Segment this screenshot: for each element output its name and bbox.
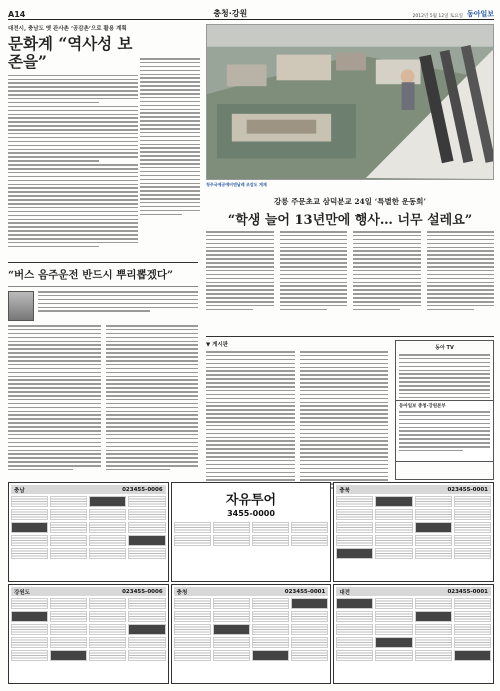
ad-region: 대전 xyxy=(339,589,350,596)
page-number: A14 xyxy=(8,10,26,19)
ad-block xyxy=(333,584,494,684)
column-body xyxy=(8,325,198,470)
article2-body xyxy=(206,231,494,310)
author-photo xyxy=(8,291,34,321)
ad-number: 023455-0001 xyxy=(284,588,326,595)
caption-head: 청주국제공예비엔날레 조감도 게재 xyxy=(206,182,267,187)
ad-number: 023455-0001 xyxy=(447,486,488,493)
column-title: “버스 음주운전 반드시 뿌리뽑겠다” xyxy=(8,267,198,287)
article-heritage xyxy=(8,24,138,247)
contact-title: 동아일보 충청·강원본부 xyxy=(399,404,446,409)
ad-region: 강원도 xyxy=(14,589,30,596)
aerial-photo xyxy=(206,24,494,180)
ad-block xyxy=(171,584,332,684)
feature-phone: 3455-0000 xyxy=(227,509,275,518)
article2-headline: “학생 늘어 13년만에 행사… 너무 설레요” xyxy=(227,213,473,228)
article-headline: 문화계 “역사성 보존을” xyxy=(8,34,133,71)
ad-number: 023455-0006 xyxy=(122,588,163,595)
article-kicker: 대전시, 충남도 옛 관사촌 ‘공감촌’으로 활용 계획 xyxy=(8,26,127,32)
ad-block xyxy=(8,482,169,582)
ad-feature xyxy=(171,482,332,582)
column-author xyxy=(8,291,198,321)
feature-brand: 자유투어 xyxy=(225,493,277,508)
issue-date: 2012년 5월 12일 토요일 xyxy=(412,14,463,19)
classified-ads xyxy=(8,482,494,684)
article-body xyxy=(8,75,138,248)
ad-block xyxy=(8,584,169,684)
photo-caption xyxy=(206,182,494,188)
article-body-col2 xyxy=(140,58,200,215)
article2-kicker: 강릉 주문초교 삼덕분교 24일 ‘특별한 운동회’ xyxy=(274,197,426,206)
ad-block xyxy=(333,482,494,582)
notice-title: ▼ 게시판 xyxy=(206,342,229,348)
ad-region: 충남 xyxy=(14,487,25,494)
city-aerial-image xyxy=(207,25,493,179)
page-header xyxy=(8,6,494,20)
contact-box xyxy=(395,400,494,462)
ad-number: 023455-0006 xyxy=(122,486,163,493)
ad-number: 023455-0001 xyxy=(447,588,488,595)
newspaper-logo: 동아일보 xyxy=(466,10,494,18)
article-sports-day-heading xyxy=(206,196,494,228)
tv-title: 동아 TV xyxy=(435,345,454,351)
ad-region: 충청 xyxy=(176,589,188,596)
ad-region: 충북 xyxy=(339,487,350,494)
opinion-column xyxy=(8,262,198,470)
section-title: 충청·강원 xyxy=(213,9,248,18)
